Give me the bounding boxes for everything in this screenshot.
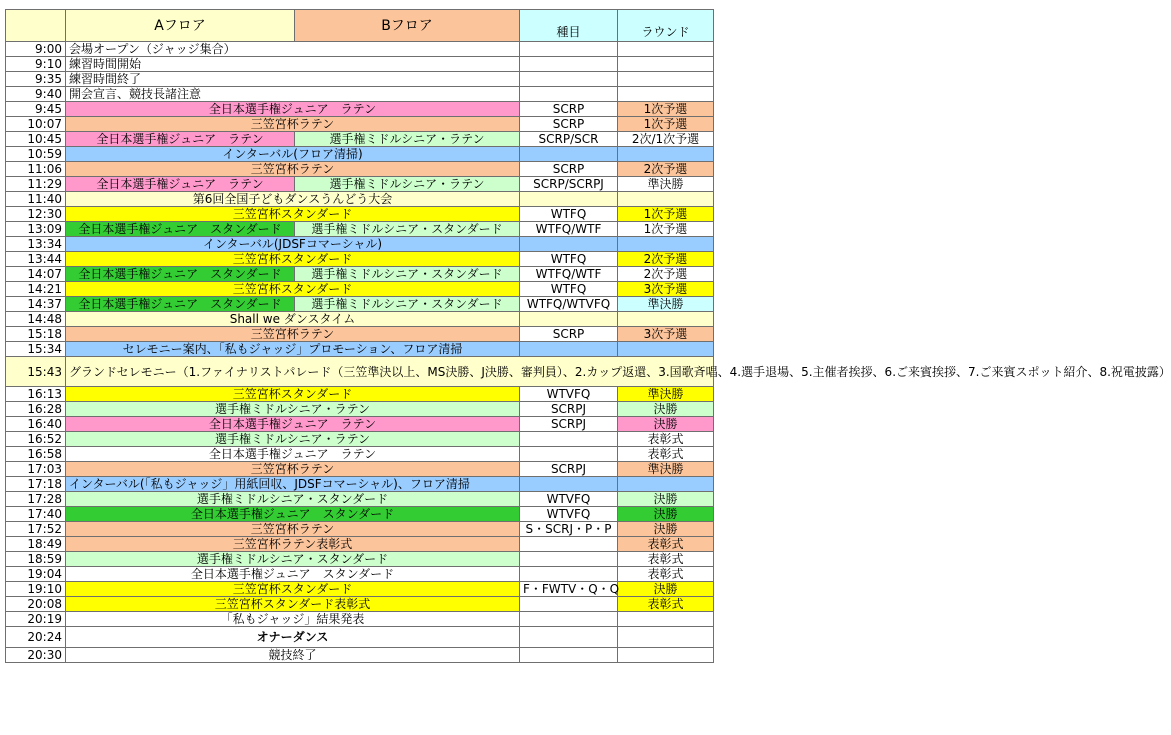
- time-cell: 17:52: [6, 522, 66, 537]
- round-cell: [618, 72, 714, 87]
- time-cell: 14:21: [6, 282, 66, 297]
- program-cell: 選手権ミドルシニア・スタンダード: [66, 552, 520, 567]
- time-cell: 13:09: [6, 222, 66, 237]
- round-cell: 1次予選: [618, 222, 714, 237]
- time-cell: 20:30: [6, 648, 66, 663]
- program-cell: 競技終了: [66, 648, 520, 663]
- table-row: [6, 387, 714, 402]
- table-row: [6, 462, 714, 477]
- event-cell: [520, 537, 618, 552]
- table-row: [6, 447, 714, 462]
- table-row: [6, 57, 714, 72]
- time-cell: 14:37: [6, 297, 66, 312]
- round-cell: [618, 57, 714, 72]
- time-cell: 17:03: [6, 462, 66, 477]
- event-cell: [520, 612, 618, 627]
- event-cell: F・FWTV・Q・Q: [520, 582, 618, 597]
- round-cell: 2次/1次予選: [618, 132, 714, 147]
- program-cell: 三笠宮杯ラテン: [66, 327, 520, 342]
- round-cell: [618, 477, 714, 492]
- round-cell: [618, 627, 714, 648]
- header-b-floor: Bフロア: [295, 10, 520, 42]
- table-row: [6, 627, 714, 648]
- time-cell: 19:04: [6, 567, 66, 582]
- table-row: [6, 312, 714, 327]
- table-row: [6, 87, 714, 102]
- round-cell: [618, 237, 714, 252]
- round-cell: [618, 612, 714, 627]
- table-row: [6, 327, 714, 342]
- header-event: 種目: [520, 10, 618, 42]
- event-cell: [520, 447, 618, 462]
- table-row: [6, 432, 714, 447]
- round-cell: 1次予選: [618, 207, 714, 222]
- round-cell: [618, 312, 714, 327]
- event-cell: SCRPJ: [520, 417, 618, 432]
- table-row: [6, 537, 714, 552]
- a-floor-cell: 全日本選手権ジュニア スタンダード: [66, 267, 295, 282]
- round-cell: 準決勝: [618, 387, 714, 402]
- b-floor-cell: 選手権ミドルシニア・スタンダード: [295, 267, 520, 282]
- event-cell: [520, 72, 618, 87]
- program-cell: 全日本選手権ジュニア ラテン: [66, 417, 520, 432]
- round-cell: 表彰式: [618, 447, 714, 462]
- event-cell: [520, 648, 618, 663]
- time-cell: 20:19: [6, 612, 66, 627]
- time-cell: 10:59: [6, 147, 66, 162]
- b-floor-cell: 選手権ミドルシニア・スタンダード: [295, 222, 520, 237]
- time-cell: 17:28: [6, 492, 66, 507]
- event-cell: WTFQ/WTVFQ: [520, 297, 618, 312]
- event-cell: [520, 312, 618, 327]
- program-cell: 全日本選手権ジュニア ラテン: [66, 447, 520, 462]
- event-cell: SCRP/SCR: [520, 132, 618, 147]
- time-cell: 11:06: [6, 162, 66, 177]
- header-a-floor: Aフロア: [66, 10, 295, 42]
- table-row: [6, 297, 714, 312]
- event-cell: SCRP: [520, 117, 618, 132]
- program-cell: 三笠宮杯スタンダード表彰式: [66, 597, 520, 612]
- program-cell: 選手権ミドルシニア・ラテン: [66, 432, 520, 447]
- event-cell: WTVFQ: [520, 387, 618, 402]
- table-row: [6, 42, 714, 57]
- program-cell: 練習時間終了: [66, 72, 520, 87]
- event-cell: S・SCRJ・P・P: [520, 522, 618, 537]
- event-cell: WTVFQ: [520, 507, 618, 522]
- time-cell: 20:08: [6, 597, 66, 612]
- b-floor-cell: 選手権ミドルシニア・ラテン: [295, 132, 520, 147]
- round-cell: 表彰式: [618, 537, 714, 552]
- round-cell: [618, 342, 714, 357]
- time-cell: 12:30: [6, 207, 66, 222]
- program-cell: 三笠宮杯ラテン: [66, 522, 520, 537]
- time-cell: 20:24: [6, 627, 66, 648]
- time-cell: 18:59: [6, 552, 66, 567]
- program-cell: インターバル(「私もジャッジ」用紙回収、JDSFコマーシャル)、フロア清掃: [66, 477, 520, 492]
- table-row: [6, 282, 714, 297]
- program-cell: 開会宣言、競技長諸注意: [66, 87, 520, 102]
- table-row: [6, 648, 714, 663]
- table-row: [6, 237, 714, 252]
- round-cell: 表彰式: [618, 597, 714, 612]
- program-cell: 「私もジャッジ」結果発表: [66, 612, 520, 627]
- time-cell: 16:58: [6, 447, 66, 462]
- round-cell: 決勝: [618, 582, 714, 597]
- round-cell: 準決勝: [618, 297, 714, 312]
- a-floor-cell: 全日本選手権ジュニア スタンダード: [66, 222, 295, 237]
- table-row: [6, 612, 714, 627]
- program-cell: 三笠宮杯ラテン表彰式: [66, 537, 520, 552]
- program-cell: 三笠宮杯ラテン: [66, 462, 520, 477]
- program-cell: 会場オープン（ジャッジ集合）: [66, 42, 520, 57]
- program-cell: 三笠宮杯ラテン: [66, 117, 520, 132]
- table-row: [6, 177, 714, 192]
- table-row: [6, 597, 714, 612]
- a-floor-cell: 全日本選手権ジュニア スタンダード: [66, 297, 295, 312]
- event-cell: [520, 342, 618, 357]
- event-cell: SCRPJ: [520, 402, 618, 417]
- event-cell: [520, 87, 618, 102]
- program-cell: 全日本選手権ジュニア スタンダード: [66, 507, 520, 522]
- table-row: [6, 342, 714, 357]
- time-cell: 14:48: [6, 312, 66, 327]
- event-cell: [520, 237, 618, 252]
- time-cell: 10:07: [6, 117, 66, 132]
- program-cell: 三笠宮杯ラテン: [66, 162, 520, 177]
- event-cell: [520, 477, 618, 492]
- time-cell: 13:44: [6, 252, 66, 267]
- program-cell: 三笠宮杯スタンダード: [66, 207, 520, 222]
- table-row: [6, 117, 714, 132]
- time-cell: 14:07: [6, 267, 66, 282]
- time-cell: 9:45: [6, 102, 66, 117]
- time-cell: 9:40: [6, 87, 66, 102]
- program-cell: 選手権ミドルシニア・スタンダード: [66, 492, 520, 507]
- event-cell: [520, 552, 618, 567]
- time-cell: 9:10: [6, 57, 66, 72]
- table-row: [6, 582, 714, 597]
- event-cell: WTFQ: [520, 282, 618, 297]
- round-cell: [618, 42, 714, 57]
- round-cell: 決勝: [618, 507, 714, 522]
- table-row: [6, 72, 714, 87]
- program-cell: グランドセレモニー（1.ファイナリストパレード（三笠準決以上、MS決勝、J決勝、審判員）、2.カップ返還、3.国歌斉唱、4.選手退場、5.主催者挨拶、6.ご来賓挨拶、7.ご来賓スポット紹介、8.祝電披露）: [66, 357, 714, 387]
- time-cell: 10:45: [6, 132, 66, 147]
- program-cell: オナーダンス: [66, 627, 520, 648]
- table-row: [6, 492, 714, 507]
- time-cell: 15:43: [6, 357, 66, 387]
- event-cell: [520, 147, 618, 162]
- table-row: [6, 162, 714, 177]
- table-row: [6, 522, 714, 537]
- table-row: [6, 357, 714, 387]
- program-cell: 選手権ミドルシニア・ラテン: [66, 402, 520, 417]
- event-cell: SCRP: [520, 162, 618, 177]
- time-cell: 19:10: [6, 582, 66, 597]
- event-cell: [520, 57, 618, 72]
- round-cell: 決勝: [618, 417, 714, 432]
- table-row: [6, 552, 714, 567]
- event-cell: [520, 42, 618, 57]
- schedule-table: [5, 9, 1171, 663]
- program-cell: 全日本選手権ジュニア ラテン: [66, 102, 520, 117]
- event-cell: [520, 432, 618, 447]
- event-cell: WTFQ: [520, 252, 618, 267]
- program-cell: 練習時間開始: [66, 57, 520, 72]
- round-cell: 表彰式: [618, 432, 714, 447]
- table-row: [6, 222, 714, 237]
- program-cell: インターバル(JDSFコマーシャル): [66, 237, 520, 252]
- event-cell: [520, 627, 618, 648]
- program-cell: セレモニー案内、「私もジャッジ」プロモーション、フロア清掃: [66, 342, 520, 357]
- round-cell: 2次予選: [618, 267, 714, 282]
- program-cell: 全日本選手権ジュニア スタンダード: [66, 567, 520, 582]
- event-cell: [520, 192, 618, 207]
- round-cell: 表彰式: [618, 567, 714, 582]
- time-cell: 11:29: [6, 177, 66, 192]
- time-cell: 17:18: [6, 477, 66, 492]
- round-cell: 表彰式: [618, 552, 714, 567]
- time-cell: 11:40: [6, 192, 66, 207]
- time-cell: 13:34: [6, 237, 66, 252]
- time-cell: 9:00: [6, 42, 66, 57]
- round-cell: 2次予選: [618, 162, 714, 177]
- round-cell: [618, 87, 714, 102]
- program-cell: 三笠宮杯スタンダード: [66, 282, 520, 297]
- event-cell: WTFQ: [520, 207, 618, 222]
- header-row: [6, 10, 714, 42]
- event-cell: SCRP: [520, 102, 618, 117]
- program-cell: インターバル(フロア清掃): [66, 147, 520, 162]
- time-cell: 9:35: [6, 72, 66, 87]
- round-cell: 1次予選: [618, 117, 714, 132]
- table-row: [6, 102, 714, 117]
- table-row: [6, 192, 714, 207]
- header-time: [6, 10, 66, 42]
- a-floor-cell: 全日本選手権ジュニア ラテン: [66, 132, 295, 147]
- round-cell: 3次予選: [618, 327, 714, 342]
- a-floor-cell: 全日本選手権ジュニア ラテン: [66, 177, 295, 192]
- table-row: [6, 507, 714, 522]
- event-cell: [520, 597, 618, 612]
- table-row: [6, 132, 714, 147]
- b-floor-cell: 選手権ミドルシニア・ラテン: [295, 177, 520, 192]
- table-row: [6, 477, 714, 492]
- round-cell: 決勝: [618, 522, 714, 537]
- table-row: [6, 267, 714, 282]
- round-cell: 決勝: [618, 402, 714, 417]
- table-row: [6, 417, 714, 432]
- round-cell: 1次予選: [618, 102, 714, 117]
- table-row: [6, 252, 714, 267]
- time-cell: 17:40: [6, 507, 66, 522]
- round-cell: 決勝: [618, 492, 714, 507]
- event-cell: [520, 567, 618, 582]
- event-cell: SCRP: [520, 327, 618, 342]
- round-cell: 3次予選: [618, 282, 714, 297]
- event-cell: WTFQ/WTF: [520, 222, 618, 237]
- table-row: [6, 402, 714, 417]
- time-cell: 16:40: [6, 417, 66, 432]
- b-floor-cell: 選手権ミドルシニア・スタンダード: [295, 297, 520, 312]
- event-cell: SCRPJ: [520, 462, 618, 477]
- header-round: ラウンド: [618, 10, 714, 42]
- program-cell: 三笠宮杯スタンダード: [66, 252, 520, 267]
- round-cell: 準決勝: [618, 462, 714, 477]
- round-cell: 準決勝: [618, 177, 714, 192]
- table-row: [6, 147, 714, 162]
- table-row: [6, 207, 714, 222]
- event-cell: WTFQ/WTF: [520, 267, 618, 282]
- table-row: [6, 567, 714, 582]
- program-cell: Shall we ダンスタイム: [66, 312, 520, 327]
- round-cell: [618, 648, 714, 663]
- time-cell: 16:28: [6, 402, 66, 417]
- time-cell: 15:18: [6, 327, 66, 342]
- time-cell: 15:34: [6, 342, 66, 357]
- time-cell: 16:52: [6, 432, 66, 447]
- program-cell: 三笠宮杯スタンダード: [66, 582, 520, 597]
- event-cell: SCRP/SCRPJ: [520, 177, 618, 192]
- round-cell: [618, 192, 714, 207]
- round-cell: 2次予選: [618, 252, 714, 267]
- program-cell: 第6回全国子どもダンスうんどう大会: [66, 192, 520, 207]
- program-cell: 三笠宮杯スタンダード: [66, 387, 520, 402]
- round-cell: [618, 147, 714, 162]
- time-cell: 18:49: [6, 537, 66, 552]
- event-cell: WTVFQ: [520, 492, 618, 507]
- time-cell: 16:13: [6, 387, 66, 402]
